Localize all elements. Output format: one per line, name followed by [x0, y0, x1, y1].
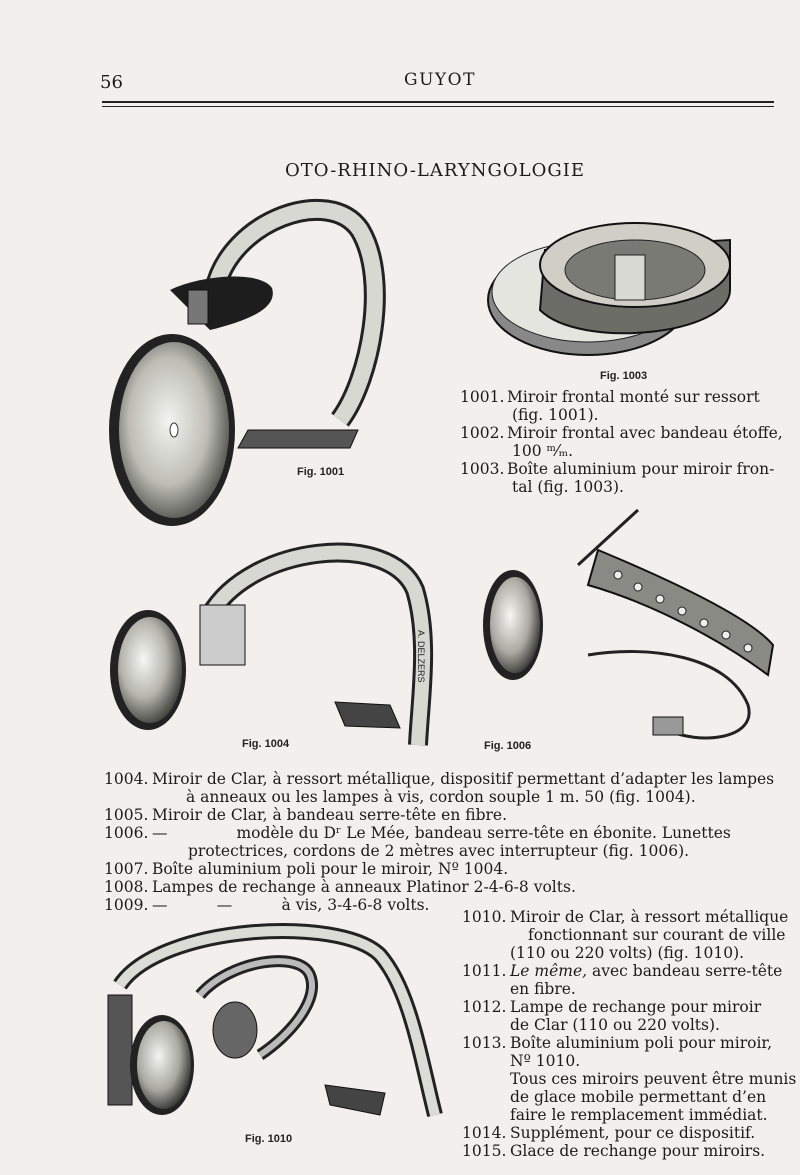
- entry-text: Miroir frontal avec bandeau étoffe,: [507, 424, 783, 442]
- entry-number: 1004.: [104, 770, 149, 788]
- page-number: 56: [100, 72, 123, 93]
- entry-text: Miroir frontal monté sur ressort: [507, 388, 760, 406]
- entry-text: 100 ᵐ⁄ₘ.: [512, 442, 574, 460]
- entry-text-italic: Le même,: [510, 962, 588, 980]
- entry-text: Boîte aluminium pour miroir fron-: [507, 460, 775, 478]
- entry-1011: [462, 962, 796, 980]
- entry-text: Tous ces miroirs peuvent être munis: [510, 1070, 797, 1088]
- entry-text: (110 ou 220 volts) (fig. 1010).: [510, 944, 745, 962]
- entry-number: 1008.: [104, 878, 149, 896]
- entry-text: faire le remplacement immédiat.: [510, 1106, 768, 1124]
- entry-text: Boîte aluminium poli pour le miroir, Nº 1004.: [152, 860, 509, 878]
- figure-1004: [100, 530, 440, 755]
- running-title: GUYOT: [404, 70, 476, 90]
- note-line-1: [462, 1070, 796, 1088]
- entry-1004: [104, 770, 774, 788]
- entry-text: — modèle du Dʳ Le Mée, bandeau serre-tête en ébonite. Lunettes: [152, 824, 731, 842]
- entry-1012-cont: [462, 1016, 796, 1034]
- entry-1005: [104, 806, 774, 824]
- entry-text: à anneaux ou les lampes à vis, cordon souple 1 m. 50 (fig. 1004).: [186, 788, 696, 806]
- engraver-signature: A. DELZERS: [416, 630, 426, 683]
- entry-number: 1006.: [104, 824, 149, 842]
- entry-1011-cont: [462, 980, 796, 998]
- figure-1004-caption: Fig. 1004: [242, 738, 290, 750]
- entry-text: Nº 1010.: [510, 1052, 581, 1070]
- entry-text: — — à vis, 3-4-6-8 volts.: [152, 896, 430, 914]
- entry-1013: [462, 1034, 796, 1052]
- entry-text: Miroir de Clar, à ressort métallique: [510, 908, 789, 926]
- entry-number: 1002.: [460, 424, 505, 442]
- entry-1003: [460, 460, 783, 478]
- entry-1001-cont: [460, 406, 783, 424]
- entry-1004-cont: [104, 788, 774, 806]
- entry-number: 1003.: [460, 460, 505, 478]
- header-rule-thin: [102, 106, 774, 107]
- figure-1010-caption: Fig. 1010: [245, 1133, 293, 1145]
- entry-number: 1009.: [104, 896, 149, 914]
- entry-text: Supplément, pour ce dispositif.: [510, 1124, 756, 1142]
- entry-text: protectrices, cordons de 2 mètres avec interrupteur (fig. 1006).: [188, 842, 690, 860]
- figure-1010: [100, 915, 445, 1130]
- entry-1007: [104, 860, 774, 878]
- entry-1006-cont: [104, 842, 774, 860]
- entry-text: Glace de rechange pour miroirs.: [510, 1142, 766, 1160]
- figure-1001-caption: Fig. 1001: [297, 466, 345, 478]
- entry-text: Boîte aluminium poli pour miroir,: [510, 1034, 773, 1052]
- entry-number: 1013.: [462, 1034, 507, 1052]
- figure-1003-caption: Fig. 1003: [600, 370, 648, 382]
- entry-number: 1007.: [104, 860, 149, 878]
- entry-number: 1005.: [104, 806, 149, 824]
- entry-text: avec bandeau serre-tête: [587, 962, 783, 980]
- entry-1010-cont: [462, 926, 796, 944]
- entry-number: 1010.: [462, 908, 507, 926]
- entry-text: Miroir de Clar, à ressort métallique, dispositif permettant d’adapter les lampes: [152, 770, 775, 788]
- entry-1001: [460, 388, 783, 406]
- entry-1015: [462, 1142, 796, 1160]
- entries-middle: [104, 770, 774, 914]
- figure-1003: [480, 210, 750, 365]
- entries-bottom: [462, 908, 796, 1160]
- entry-text: de Clar (110 ou 220 volts).: [510, 1016, 720, 1034]
- entry-1010-cont2: [462, 944, 796, 962]
- entry-1006: [104, 824, 774, 842]
- entries-top: [460, 388, 783, 496]
- entry-1010: [462, 908, 796, 926]
- entry-1014: [462, 1124, 796, 1142]
- entry-text: en fibre.: [510, 980, 576, 998]
- figure-1001: [100, 190, 390, 535]
- entry-1002: [460, 424, 783, 442]
- entry-1012: [462, 998, 796, 1016]
- entry-1002-cont: [460, 442, 783, 460]
- entry-text: fonctionnant sur courant de ville: [528, 926, 786, 944]
- entry-text: (fig. 1001).: [512, 406, 599, 424]
- entry-text: Lampe de rechange pour miroir: [510, 998, 762, 1016]
- entry-number: 1012.: [462, 998, 507, 1016]
- figure-1006-caption: Fig. 1006: [484, 740, 532, 752]
- entry-text: tal (fig. 1003).: [512, 478, 624, 496]
- entry-text: Miroir de Clar, à bandeau serre-tête en fibre.: [152, 806, 508, 824]
- entry-number: 1014.: [462, 1124, 507, 1142]
- entry-number: 1001.: [460, 388, 505, 406]
- entry-text: de glace mobile permettant d’en: [510, 1088, 767, 1106]
- note-line-2: [462, 1088, 796, 1106]
- entry-number: 1011.: [462, 962, 507, 980]
- note-line-3: [462, 1106, 796, 1124]
- entry-1003-cont: [460, 478, 783, 496]
- entry-1008: [104, 878, 774, 896]
- entry-number: 1015.: [462, 1142, 507, 1160]
- entry-1013-cont: [462, 1052, 796, 1070]
- section-title: OTO-RHINO-LARYNGOLOGIE: [285, 160, 585, 181]
- figure-1006: [468, 505, 783, 760]
- entry-text: Lampes de rechange à anneaux Platinor 2-4-6-8 volts.: [152, 878, 576, 896]
- header-rule: [102, 101, 774, 103]
